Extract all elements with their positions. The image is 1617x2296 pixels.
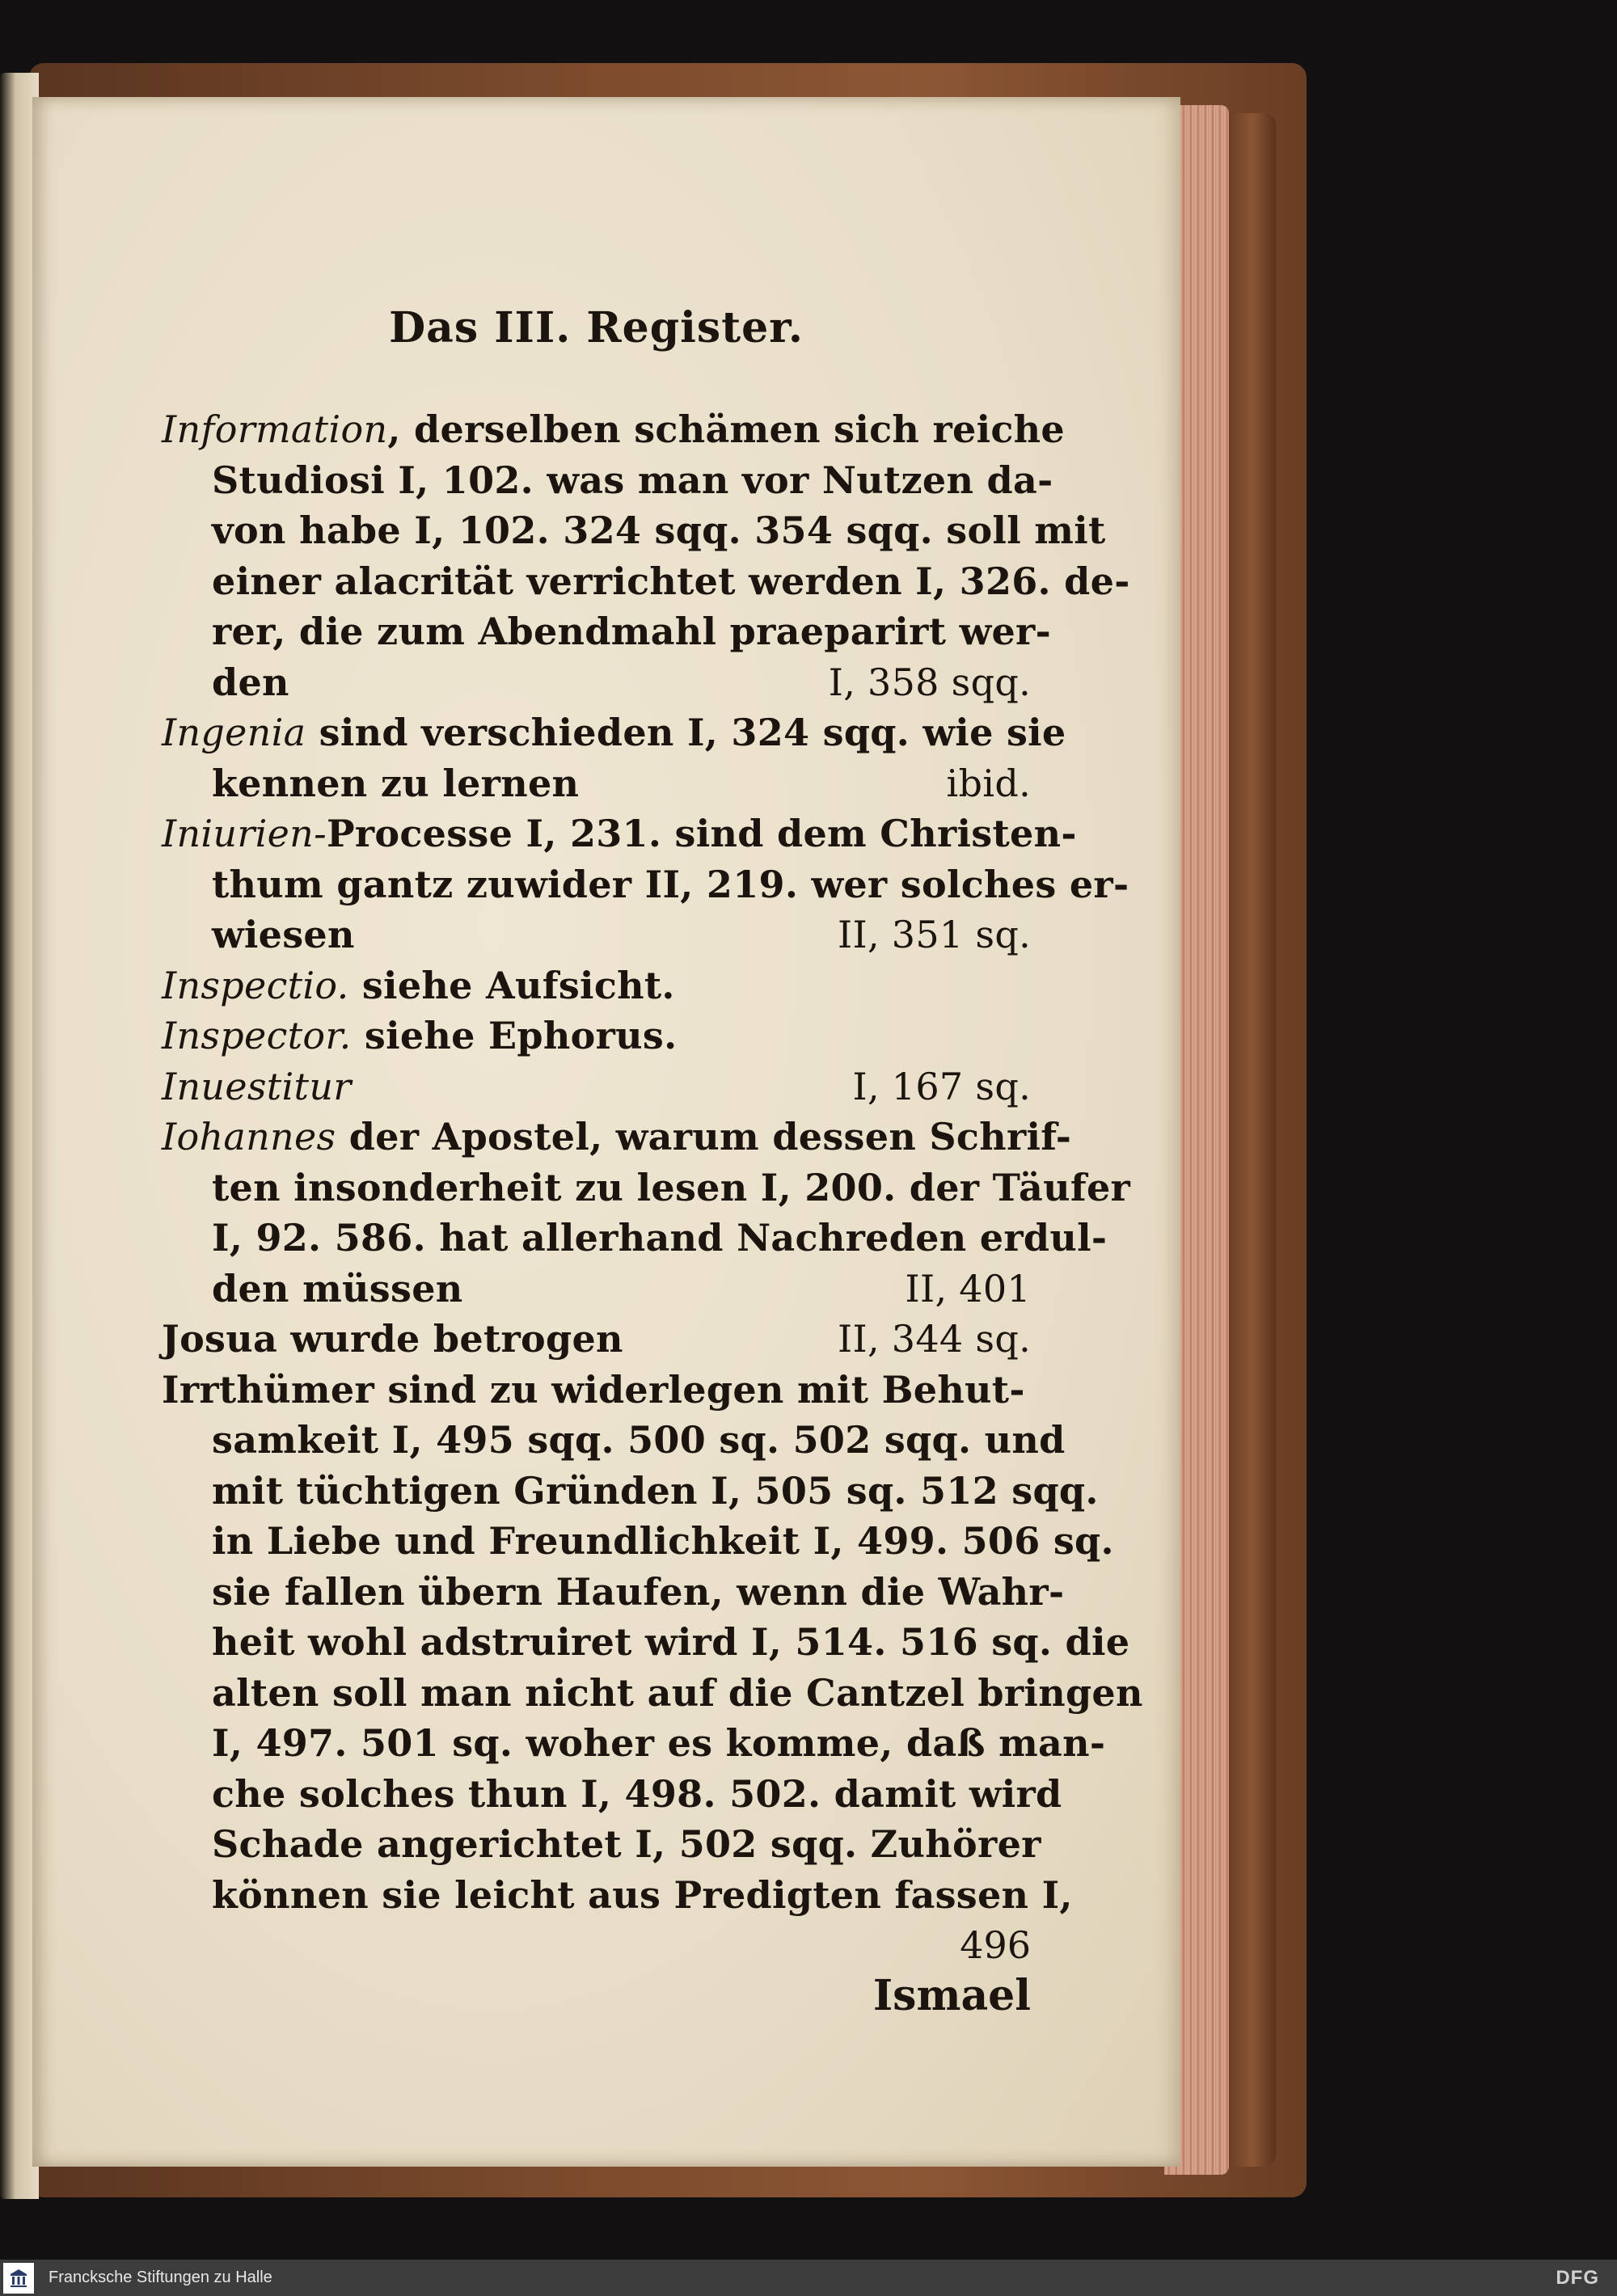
line-text [212,758,579,809]
entry-text: rer, die zum Abendmahl praeparirt wer- [212,610,1051,653]
entry-text: alten soll man nicht auf die Cantzel bringen [212,1670,1143,1715]
entry-text: können sie leicht aus Predigten fassen I, [212,1872,1073,1917]
entry-text: von habe I, 102. 324 sqq. 354 sqq. soll mit [212,509,1106,552]
register-line [162,1264,1031,1315]
entry-lemma: Iohannes [162,1115,336,1159]
register-line [162,960,1031,1011]
register-entry [162,808,1129,960]
viewer-footer [0,2260,1617,2296]
entry-text: siehe Ephorus. [351,1014,678,1057]
line-text [162,1011,677,1061]
entry-text: ten insonderheit zu lesen I, 200. der Täufer [212,1165,1131,1209]
entry-lemma: Information [162,407,388,451]
register-line [162,505,1106,556]
entry-page-reference: I, 167 sq. [852,1064,1031,1108]
line-text [212,1617,1129,1668]
line-text [212,1567,1064,1618]
line-text [212,1516,1114,1567]
line-text [212,556,1130,607]
register-line [162,556,1130,607]
register-line [162,1314,1031,1365]
register-line [162,455,1053,506]
register-entry [162,960,1031,1011]
entry-lemma: Inspector. [162,1014,352,1057]
entry-page-reference: ibid. [946,761,1031,805]
line-text [212,1264,463,1315]
entry-lemma: Iniurien- [162,812,327,855]
catchword: Ismael [872,1970,1031,2020]
entry-text: Studiosi I, 102. was man vor Nutzen da- [212,458,1053,502]
institution-name: Francksche Stiftungen zu Halle [49,2269,272,2286]
line-text [162,404,1065,455]
entry-lemma: Inspectio. [162,963,349,1007]
register-line [162,1365,1031,1416]
register-line [162,808,1077,859]
line-text [162,808,1077,859]
register-line [162,1819,1041,1870]
line-text [212,1769,1062,1820]
register-line [162,1668,1143,1719]
entry-text: kennen zu lernen [212,761,580,805]
register-line [162,1567,1065,1618]
entry-text: heit wohl adstruiret wird I, 514. 516 sq. die [212,1620,1130,1664]
line-text [212,859,1129,910]
entry-text: che solches thun I, 498. 502. damit wird [212,1771,1062,1816]
register-line [162,1516,1114,1567]
entry-text: sind verschieden I, 324 sqq. wie sie [306,711,1066,754]
entry-text: den [212,660,289,704]
register-line [162,404,1065,455]
entry-page-reference: II, 344 sq. [838,1317,1031,1361]
entry-text: wiesen [212,913,355,956]
continuation-row [162,1920,1031,1971]
register-line [162,707,1066,758]
register-line [162,1415,1066,1466]
line-text [162,1365,1025,1416]
entry-text: in Liebe und Freundlichkeit I, 499. 506 sq. [212,1519,1114,1563]
line-text [212,1466,1099,1517]
line-text [162,960,675,1011]
entry-text: der Apostel, warum dessen Schrif- [336,1115,1072,1159]
entry-text: Processe I, 231. sind dem Christen- [326,812,1077,855]
line-text [212,1163,1130,1213]
entry-text: I, 92. 586. hat allerhand Nachreden erdul- [212,1216,1108,1260]
entry-text: Josua wurde betrogen [162,1317,623,1361]
entry-page-reference: II, 351 sq. [838,913,1031,956]
entry-text: I, 497. 501 sq. woher es komme, daß man- [212,1721,1106,1765]
entry-text: den müssen [212,1266,463,1310]
register-line [162,1466,1099,1517]
catchword-row [162,1971,1031,2022]
register-line [162,1213,1108,1264]
register-line [162,859,1129,910]
entry-lemma: Inuestitur [162,1064,352,1108]
register-entry [162,404,1130,707]
register-line [162,758,1031,809]
register-entry [162,1314,1031,1365]
register-line [162,1769,1062,1820]
register-line [162,1011,1031,1061]
line-text [212,910,355,960]
book-spine [1229,113,1276,2167]
line-text [212,1819,1041,1870]
entry-text: siehe Aufsicht. [348,963,675,1007]
entry-text: , derselben schämen sich reiche [387,407,1065,451]
register-entry [162,1112,1131,1314]
entry-text: samkeit I, 495 sqq. 500 sq. 502 sqq. und [212,1418,1066,1462]
register-line [162,1617,1130,1668]
line-text [212,1870,1073,1921]
line-text [162,1112,1071,1163]
register-entry [162,707,1066,808]
register-line [162,606,1051,657]
entry-text: Schade angerichtet I, 502 sqq. Zuhörer [212,1822,1041,1866]
register-entries [162,404,1143,2021]
register-entry [162,1061,1031,1112]
register-line [162,1718,1106,1769]
continuation-reference: 496 [960,1923,1031,1967]
entry-text: Irrthümer sind zu widerlegen mit Behut- [162,1367,1025,1412]
entry-text: sie fallen übern Haufen, wenn die Wahr- [212,1569,1065,1614]
register-line [162,910,1031,960]
line-text [212,1668,1143,1719]
line-text [212,606,1051,657]
register-line [162,1112,1072,1163]
entry-lemma: Ingenia [162,711,306,754]
line-text [162,1061,352,1112]
register-entry [162,1365,1143,1921]
line-text [162,1314,623,1365]
book-page [32,97,1180,2167]
entry-text: mit tüchtigen Gründen I, 505 sq. 512 sqq. [212,1468,1099,1513]
register-entry [162,1011,1031,1061]
running-head: Das III. Register. [389,303,804,352]
entry-text: einer alacrität verrichtet werden I, 326. de- [212,559,1130,603]
line-text [212,657,289,708]
entry-page-reference: II, 401 [905,1266,1031,1310]
register-line [162,1870,1073,1921]
institution-logo-icon [3,2263,34,2294]
register-line [162,1061,1031,1112]
line-text [212,1213,1107,1264]
register-line [162,1163,1131,1213]
entry-text: thum gantz zuwider II, 219. wer solches er- [212,862,1129,906]
register-line [162,657,1031,708]
line-text [212,505,1106,556]
line-text [212,1718,1105,1769]
entry-page-reference: I, 358 sqq. [828,660,1031,704]
line-text [212,1415,1066,1466]
line-text [212,455,1053,506]
dfg-logo: DFG [1556,2267,1599,2289]
line-text [162,707,1066,758]
